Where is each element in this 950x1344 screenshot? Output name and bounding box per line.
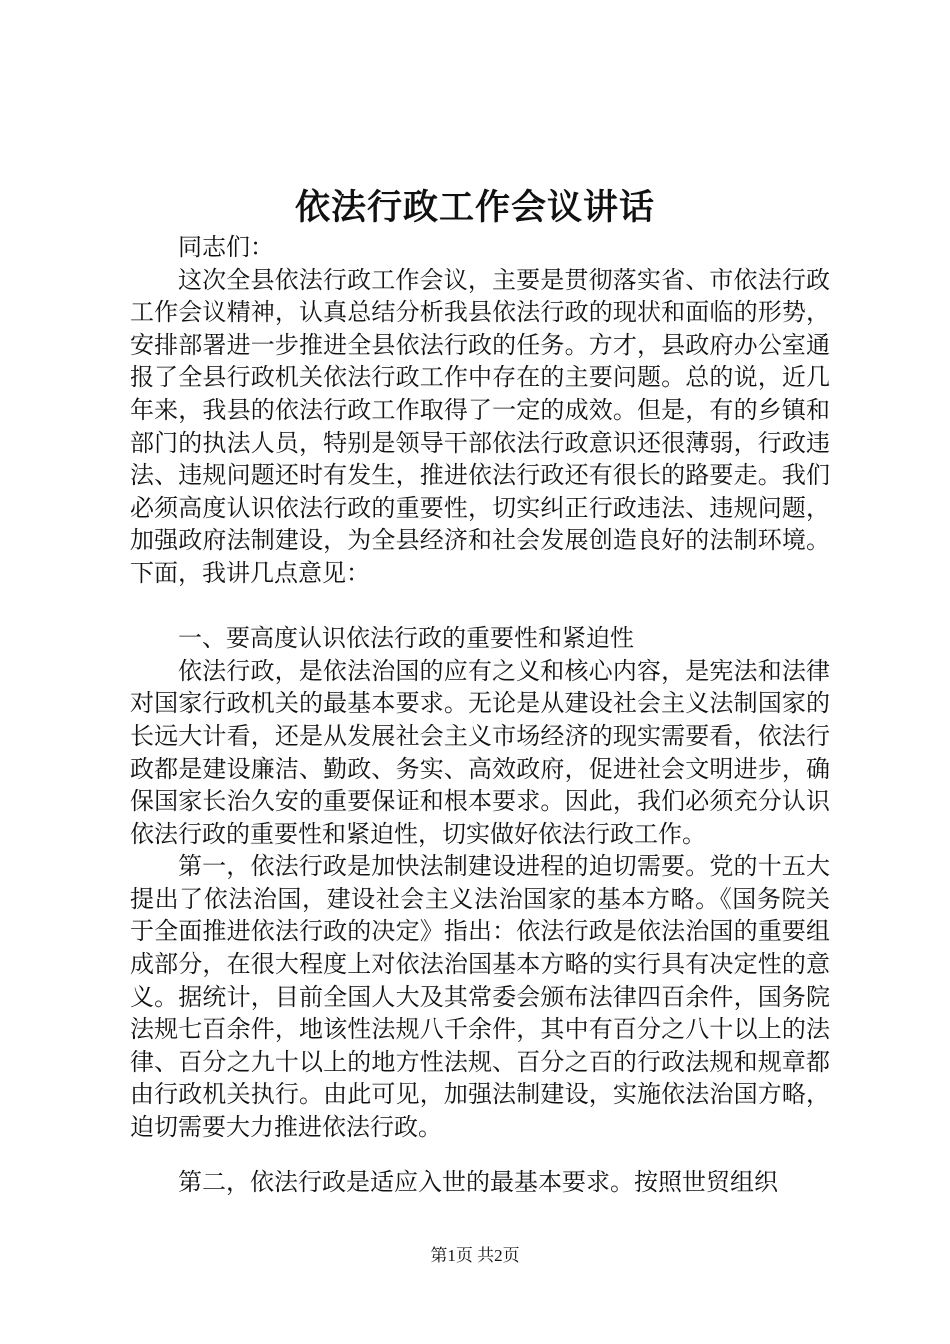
document-title: 依法行政工作会议讲话 [294,187,655,228]
intro-paragraph: 这次全县依法行政工作会议，主要是贯彻落实省、市依法行政工作会议精神，认真总结分析我县依法行政的现状和面临的形势，安排部署进一步推进全县依法行政的任务。方才，县政府办公室通报了全县行政机关依法行政工作中存在的主要问题。总的说，近几年来，我县的依法行政工作取得了一定的成效。但是，有的乡镇和部门的执法人员，特别是领导干部依法行政意识还很薄弱，行政违法、违规问题还时有发生，推进依法行政还有很长的路要走。我们必须高度认识依法行政的重要性，切实纠正行政违法、违规问题，加强政府法制建设，为全县经济和社会发展创造良好的法制环境。下面，我讲几点意见： [130,265,830,587]
point-two-paragraph: 第二，依法行政是适应入世的最基本要求。按照世贸组织 [178,1167,778,1196]
section-paragraph: 依法行政，是依法治国的应有之义和核心内容，是宪法和法律对国家行政机关的最基本要求。无论是从建设社会主义法制国家的长远大计看，还是从发展社会主义市场经济的现实需要看，依法行政都是建设廉洁、勤政、务实、高效政府，促进社会文明进步，确保国家长治久安的重要保证和根本要求。因此，我们必须充分认识依法行政的重要性和紧迫性，切实做好依法行政工作。 [130,656,830,848]
paragraph-spacer [130,1144,830,1166]
document-body [130,231,830,1198]
salutation: 同志们： [178,233,274,261]
page-footer: 第1页 共2页 [430,1246,520,1265]
paragraph-spacer [130,590,830,623]
section-heading: 一、要高度认识依法行政的重要性和紧迫性 [178,624,634,653]
point-one-paragraph: 第一，依法行政是加快法制建设进程的迫切需要。党的十五大提出了依法治国，建设社会主义法治国家的基本方略。《国务院关于全面推进依法行政的决定》指出：依法行政是依法治国的重要组成部分，在很大程度上对依法治国基本方略的实行具有决定性的意义。据统计，目前全国人大及其常委会颁布法律四百余件，国务院法规七百余件，地该性法规八千余件，其中有百分之八十以上的法律、百分之九十以上的地方性法规、百分之百的行政法规和规章都由行政机关执行。由此可见，加强法制建设，实施依法治国方略，迫切需要大力推进依法行政。 [130,852,830,1142]
